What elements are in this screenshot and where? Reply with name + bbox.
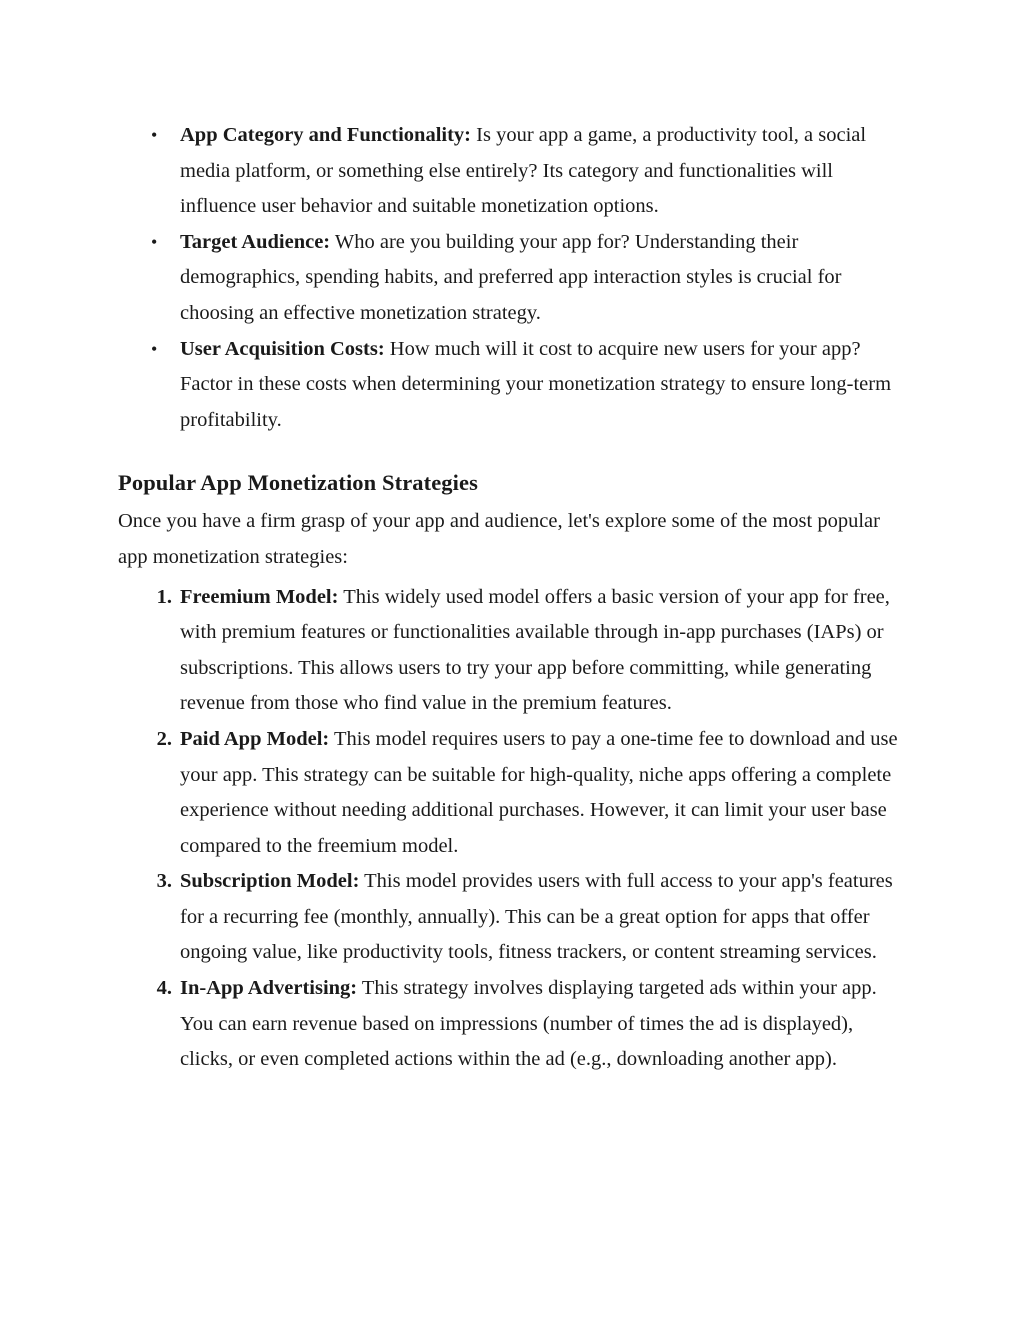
list-item — [118, 118, 906, 225]
bullet-icon: • — [151, 125, 158, 145]
list-item — [118, 722, 906, 864]
bullet-icon: • — [151, 338, 158, 359]
list-item-lead: User Acquisition Costs: — [180, 337, 385, 360]
list-item-marker: 4. — [156, 977, 172, 1000]
list-item-lead: Freemium Model: — [180, 585, 339, 608]
section-heading: Popular App Monetization Strategies — [118, 470, 478, 496]
list-item — [118, 332, 906, 439]
list-item-text: This model requires users to pay a one-time fee to download and use your app. This strategy can be suitable for high-quality, niche apps offering a complete experience without needing additional purchases. However, it can limit your user base compared to the freemium model. — [180, 727, 898, 857]
list-item-text: This model provides users with full access to your app's features for a recurring fee (monthly, annually). This can be a great option for apps that offer ongoing value, like productivity tools, fitness trackers, or content streaming services. — [180, 870, 893, 964]
list-item-lead: App Category and Functionality: — [180, 124, 472, 146]
considerations-list — [118, 118, 906, 438]
list-item — [118, 971, 906, 1078]
list-item-text: Is your app a game, a productivity tool, a social media platform, or something else entirely? Its category and functionalities will influence user behavior and suitable monetization options. — [180, 124, 867, 218]
list-item — [118, 864, 906, 971]
list-item-lead: Paid App Model: — [180, 727, 330, 750]
list-item-lead: Target Audience: — [180, 230, 331, 253]
list-item-text: Who are you building your app for? Understanding their demographics, spending habits, and preferred app interaction styles is crucial for choosing an effective monetization strategy. — [180, 230, 842, 324]
list-item-lead: In-App Advertising: — [180, 977, 358, 1000]
list-item — [118, 225, 906, 332]
list-item — [118, 580, 906, 722]
list-item-text: This widely used model offers a basic version of your app for free, with premium features or functionalities available through in-app purchases (IAPs) or subscriptions. This allows users to try your app before committing, while generating revenue from those who find value in the premium features. — [180, 585, 890, 715]
strategies-list — [118, 580, 906, 1078]
section-paragraph: Once you have a firm grasp of your app and audience, let's explore some of the most popular app monetization strategies: — [118, 510, 880, 568]
list-item-text: This strategy involves displaying targeted ads within your app. You can earn revenue based on impressions (number of times the ad is displayed), clicks, or even completed actions within the ad (e.g., downloading another app). — [180, 977, 877, 1071]
list-item-marker: 2. — [156, 727, 172, 750]
list-item-text: How much will it cost to acquire new users for your app? Factor in these costs when determining your monetization strategy to ensure long-term profitability. — [180, 337, 892, 431]
list-item-marker: 3. — [156, 870, 172, 893]
list-item-lead: Subscription Model: — [180, 870, 360, 893]
bullet-icon: • — [151, 231, 158, 252]
list-item-marker: 1. — [156, 585, 172, 608]
